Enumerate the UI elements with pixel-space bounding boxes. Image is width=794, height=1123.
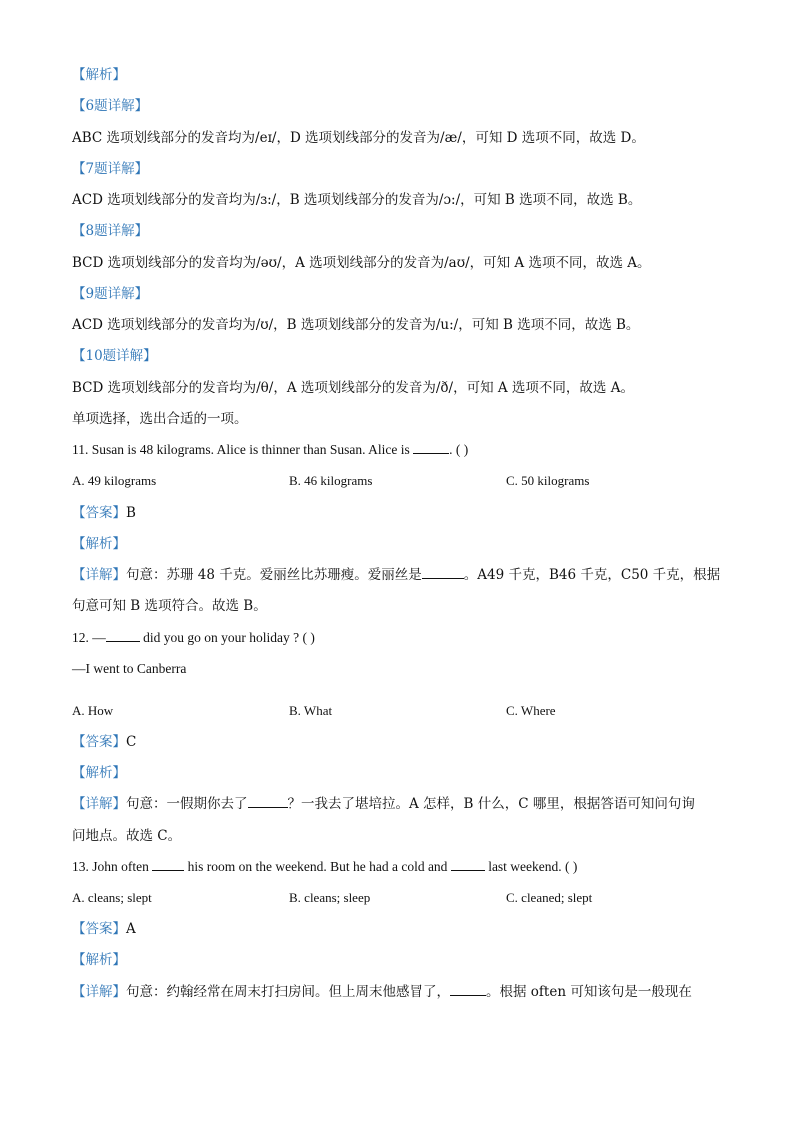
q11-stem-end: . ( ) [449, 442, 469, 457]
q9-detail-heading: 【9题详解】 [72, 286, 149, 302]
q13-stem-end: last weekend. ( ) [484, 859, 578, 874]
q13-detail-blank [450, 983, 486, 996]
q11-option-c: C. 50 kilograms [506, 473, 590, 488]
q11-detail [72, 566, 720, 584]
q6-explanation: ABC 选项划线部分的发音均为/eɪ/，D 选项划线部分的发音为/æ/，可知 D 选项不同，故选 D。 [72, 130, 645, 146]
q12-detail-start: 句意：一假期你去了 [126, 796, 248, 812]
q13-option-a: A. cleans; slept [72, 890, 152, 905]
q8-explanation: BCD 选项划线部分的发音均为/əʊ/，A 选项划线部分的发音为/aʊ/，可知 A 选项不同，故选 A。 [72, 255, 651, 271]
q11-answer [72, 504, 136, 522]
q12-answer-tag: 【答案】 [72, 734, 126, 750]
q11-analysis-heading: 【解析】 [72, 536, 126, 552]
q11-detail-start: 句意：苏珊 48 千克。爱丽丝比苏珊瘦。爱丽丝是 [126, 567, 422, 583]
q11-detail-cont: 句意可知 B 选项符合。故选 B。 [72, 598, 267, 614]
q11-answer-value: B [126, 505, 136, 521]
q7-explanation: ACD 选项划线部分的发音均为/ɜ:/，B 选项划线部分的发音为/ɔ:/，可知 B 选项不同，故选 B。 [72, 192, 642, 208]
q12-stem-start: 12. — [72, 630, 106, 645]
q13-answer-value: A [126, 921, 136, 937]
q8-detail-heading: 【8题详解】 [72, 223, 149, 239]
q12-stem [72, 629, 315, 647]
q12-detail-cont: 问地点。故选 C。 [72, 828, 182, 844]
section-instruction: 单项选择，选出合适的一项。 [72, 411, 248, 427]
q9-explanation: ACD 选项划线部分的发音均为/ʊ/，B 选项划线部分的发音为/u:/，可知 B 选项不同，故选 B。 [72, 317, 640, 333]
q11-stem-start: 11. Susan is 48 kilograms. Alice is thinner than Susan. Alice is [72, 442, 414, 457]
q13-stem [72, 858, 577, 876]
q11-option-a: A. 49 kilograms [72, 473, 157, 488]
q13-answer [72, 920, 136, 938]
q13-detail-end: 。根据 often 可知该句是一般现在 [486, 984, 692, 1000]
q11-option-b: B. 46 kilograms [289, 473, 373, 488]
q11-detail-tag: 【详解】 [72, 567, 126, 583]
q11-detail-end: 。A49 千克，B46 千克，C50 千克，根据 [463, 567, 721, 583]
q13-detail [72, 983, 692, 1001]
q13-detail-start: 句意：约翰经常在周末打扫房间。但上周末他感冒了， [126, 984, 450, 1000]
q13-option-c: C. cleaned; slept [506, 890, 593, 905]
q13-stem-start: 13. John often [72, 859, 153, 874]
q12-option-c: C. Where [506, 703, 556, 718]
q13-blank-1 [152, 858, 184, 871]
q12-blank [106, 629, 140, 642]
q12-option-a: A. How [72, 703, 114, 718]
q12-detail [72, 795, 695, 813]
q11-blank [413, 441, 449, 454]
q12-answer [72, 733, 136, 751]
q12-option-b: B. What [289, 703, 333, 718]
q13-stem-middle: his room on the weekend. But he had a cold and [184, 859, 451, 874]
q12-detail-end: ？一我去了堪培拉。A 怎样，B 什么，C 哪里，根据答语可知问句询 [287, 796, 695, 812]
q13-blank-2 [451, 858, 485, 871]
q11-answer-tag: 【答案】 [72, 505, 126, 521]
q13-detail-tag: 【详解】 [72, 984, 126, 1000]
q12-answer-value: C [126, 734, 137, 750]
analysis-heading: 【解析】 [72, 67, 126, 83]
q13-answer-tag: 【答案】 [72, 921, 126, 937]
q13-analysis-heading: 【解析】 [72, 952, 126, 968]
q11-stem [72, 441, 468, 459]
q10-explanation: BCD 选项划线部分的发音均为/θ/，A 选项划线部分的发音为/ð/，可知 A 选项不同，故选 A。 [72, 380, 634, 396]
q12-stem-end: did you go on your holiday ? ( ) [139, 630, 315, 645]
q6-detail-heading: 【6题详解】 [72, 98, 149, 114]
q12-reply: —I went to Canberra [72, 661, 187, 676]
q12-detail-tag: 【详解】 [72, 796, 126, 812]
q12-detail-blank [248, 795, 288, 808]
q10-detail-heading: 【10题详解】 [72, 348, 157, 364]
q11-detail-blank [422, 566, 464, 579]
q13-option-b: B. cleans; sleep [289, 890, 371, 905]
q12-analysis-heading: 【解析】 [72, 765, 126, 781]
q7-detail-heading: 【7题详解】 [72, 161, 149, 177]
